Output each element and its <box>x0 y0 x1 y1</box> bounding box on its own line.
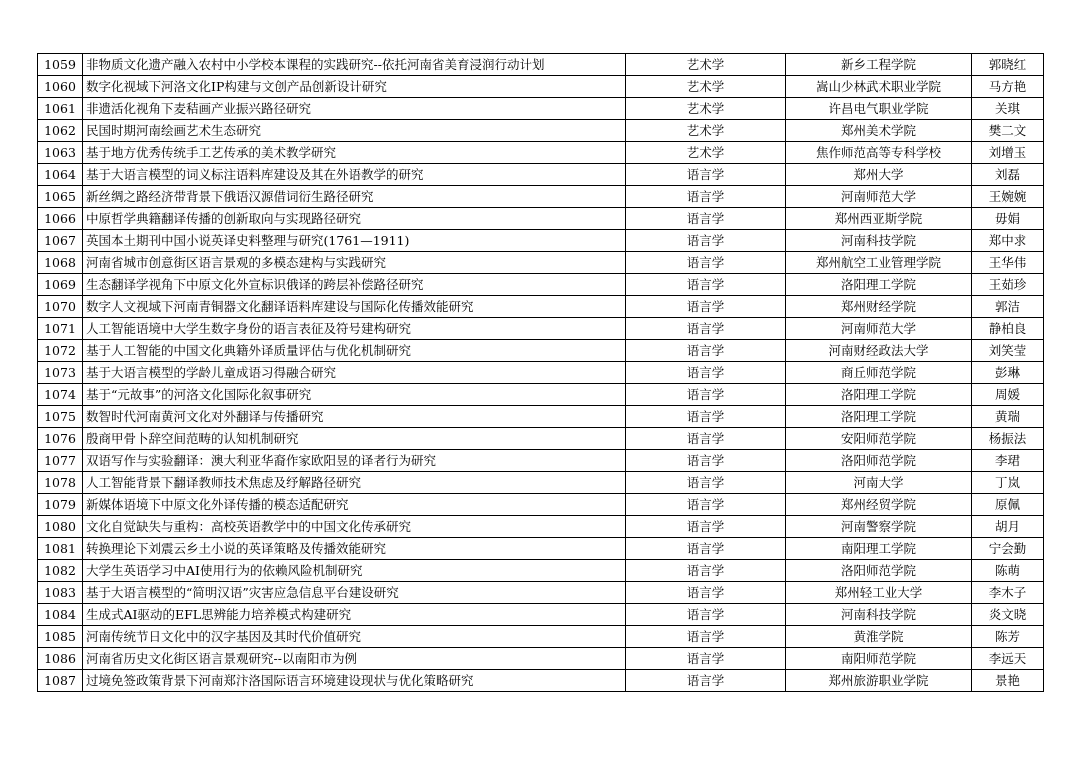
project-number-cell: 1076 <box>38 428 83 450</box>
table-row <box>38 450 1044 472</box>
institution-cell: 洛阳师范学院 <box>786 450 972 472</box>
discipline-cell: 语言学 <box>626 450 786 472</box>
discipline-cell: 语言学 <box>626 472 786 494</box>
project-title-cell: 民国时期河南绘画艺术生态研究 <box>83 120 626 142</box>
principal-investigator-cell: 刘增玉 <box>972 142 1044 164</box>
table-row <box>38 362 1044 384</box>
discipline-cell: 语言学 <box>626 208 786 230</box>
table-row <box>38 428 1044 450</box>
principal-investigator-cell: 杨振法 <box>972 428 1044 450</box>
project-number-cell: 1082 <box>38 560 83 582</box>
principal-investigator-cell: 彭琳 <box>972 362 1044 384</box>
institution-cell: 黄淮学院 <box>786 626 972 648</box>
project-number-cell: 1069 <box>38 274 83 296</box>
discipline-cell: 语言学 <box>626 494 786 516</box>
principal-investigator-cell: 樊二文 <box>972 120 1044 142</box>
table-row <box>38 318 1044 340</box>
institution-cell: 洛阳理工学院 <box>786 406 972 428</box>
discipline-cell: 语言学 <box>626 252 786 274</box>
principal-investigator-cell: 丁岚 <box>972 472 1044 494</box>
project-number-cell: 1079 <box>38 494 83 516</box>
discipline-cell: 语言学 <box>626 340 786 362</box>
project-number-cell: 1077 <box>38 450 83 472</box>
principal-investigator-cell: 郭洁 <box>972 296 1044 318</box>
project-title-cell: 基于大语言模型的“简明汉语”灾害应急信息平台建设研究 <box>83 582 626 604</box>
project-number-cell: 1071 <box>38 318 83 340</box>
table-row <box>38 582 1044 604</box>
project-number-cell: 1081 <box>38 538 83 560</box>
discipline-cell: 语言学 <box>626 560 786 582</box>
principal-investigator-cell: 毋娟 <box>972 208 1044 230</box>
project-title-cell: 非物质文化遗产融入农村中小学校本课程的实践研究--依托河南省美育浸润行动计划 <box>83 54 626 76</box>
project-title-cell: 文化自觉缺失与重构：高校英语教学中的中国文化传承研究 <box>83 516 626 538</box>
table-row <box>38 340 1044 362</box>
discipline-cell: 语言学 <box>626 186 786 208</box>
discipline-cell: 语言学 <box>626 274 786 296</box>
institution-cell: 郑州经贸学院 <box>786 494 972 516</box>
table-row <box>38 274 1044 296</box>
project-number-cell: 1084 <box>38 604 83 626</box>
principal-investigator-cell: 马方艳 <box>972 76 1044 98</box>
institution-cell: 郑州大学 <box>786 164 972 186</box>
principal-investigator-cell: 胡月 <box>972 516 1044 538</box>
discipline-cell: 语言学 <box>626 648 786 670</box>
institution-cell: 洛阳理工学院 <box>786 384 972 406</box>
project-title-cell: 基于大语言模型的学龄儿童成语习得融合研究 <box>83 362 626 384</box>
discipline-cell: 语言学 <box>626 230 786 252</box>
project-number-cell: 1065 <box>38 186 83 208</box>
principal-investigator-cell: 景艳 <box>972 670 1044 692</box>
principal-investigator-cell: 黄瑞 <box>972 406 1044 428</box>
institution-cell: 河南师范大学 <box>786 186 972 208</box>
institution-cell: 河南师范大学 <box>786 318 972 340</box>
institution-cell: 郑州西亚斯学院 <box>786 208 972 230</box>
discipline-cell: 艺术学 <box>626 98 786 120</box>
table-row <box>38 626 1044 648</box>
institution-cell: 河南科技学院 <box>786 230 972 252</box>
project-number-cell: 1064 <box>38 164 83 186</box>
discipline-cell: 语言学 <box>626 428 786 450</box>
institution-cell: 河南警察学院 <box>786 516 972 538</box>
project-title-cell: 生成式AI驱动的EFL思辨能力培养模式构建研究 <box>83 604 626 626</box>
project-number-cell: 1070 <box>38 296 83 318</box>
institution-cell: 河南科技学院 <box>786 604 972 626</box>
project-title-cell: 数智时代河南黄河文化对外翻译与传播研究 <box>83 406 626 428</box>
table-row <box>38 648 1044 670</box>
institution-cell: 郑州美术学院 <box>786 120 972 142</box>
table-row <box>38 164 1044 186</box>
project-number-cell: 1078 <box>38 472 83 494</box>
discipline-cell: 艺术学 <box>626 54 786 76</box>
project-title-cell: 河南传统节日文化中的汉字基因及其时代价值研究 <box>83 626 626 648</box>
table-row <box>38 120 1044 142</box>
principal-investigator-cell: 刘笑莹 <box>972 340 1044 362</box>
principal-investigator-cell: 李远天 <box>972 648 1044 670</box>
project-number-cell: 1060 <box>38 76 83 98</box>
institution-cell: 郑州旅游职业学院 <box>786 670 972 692</box>
table-row <box>38 516 1044 538</box>
project-title-cell: 中原哲学典籍翻译传播的创新取向与实现路径研究 <box>83 208 626 230</box>
table-row <box>38 76 1044 98</box>
project-title-cell: 基于大语言模型的词义标注语料库建设及其在外语教学的研究 <box>83 164 626 186</box>
table-row <box>38 208 1044 230</box>
project-number-cell: 1083 <box>38 582 83 604</box>
principal-investigator-cell: 陈萌 <box>972 560 1044 582</box>
project-number-cell: 1073 <box>38 362 83 384</box>
principal-investigator-cell: 王华伟 <box>972 252 1044 274</box>
discipline-cell: 语言学 <box>626 362 786 384</box>
project-title-cell: 人工智能语境中大学生数字身份的语言表征及符号建构研究 <box>83 318 626 340</box>
project-number-cell: 1075 <box>38 406 83 428</box>
project-title-cell: 英国本土期刊中国小说英译史料整理与研究(1761—1911) <box>83 230 626 252</box>
discipline-cell: 语言学 <box>626 384 786 406</box>
table-row <box>38 670 1044 692</box>
institution-cell: 南阳理工学院 <box>786 538 972 560</box>
project-title-cell: 非遗活化视角下麦秸画产业振兴路径研究 <box>83 98 626 120</box>
discipline-cell: 语言学 <box>626 164 786 186</box>
project-number-cell: 1085 <box>38 626 83 648</box>
principal-investigator-cell: 刘磊 <box>972 164 1044 186</box>
project-number-cell: 1086 <box>38 648 83 670</box>
project-title-cell: 转换理论下刘震云乡土小说的英译策略及传播效能研究 <box>83 538 626 560</box>
institution-cell: 焦作师范高等专科学校 <box>786 142 972 164</box>
principal-investigator-cell: 王婉婉 <box>972 186 1044 208</box>
discipline-cell: 语言学 <box>626 406 786 428</box>
institution-cell: 河南财经政法大学 <box>786 340 972 362</box>
discipline-cell: 语言学 <box>626 604 786 626</box>
principal-investigator-cell: 李木子 <box>972 582 1044 604</box>
principal-investigator-cell: 李珺 <box>972 450 1044 472</box>
project-number-cell: 1068 <box>38 252 83 274</box>
principal-investigator-cell: 郭晓红 <box>972 54 1044 76</box>
institution-cell: 安阳师范学院 <box>786 428 972 450</box>
principal-investigator-cell: 炎文晓 <box>972 604 1044 626</box>
principal-investigator-cell: 宁会勤 <box>972 538 1044 560</box>
discipline-cell: 艺术学 <box>626 76 786 98</box>
project-number-cell: 1061 <box>38 98 83 120</box>
discipline-cell: 艺术学 <box>626 120 786 142</box>
discipline-cell: 语言学 <box>626 538 786 560</box>
table-row <box>38 472 1044 494</box>
project-title-cell: 新丝绸之路经济带背景下俄语汉源借词衍生路径研究 <box>83 186 626 208</box>
table-row <box>38 604 1044 626</box>
institution-cell: 郑州轻工业大学 <box>786 582 972 604</box>
project-number-cell: 1063 <box>38 142 83 164</box>
project-title-cell: 数字化视域下河洛文化IP构建与文创产品创新设计研究 <box>83 76 626 98</box>
project-title-cell: 过境免签政策背景下河南郑汴洛国际语言环境建设现状与优化策略研究 <box>83 670 626 692</box>
project-title-cell: 基于人工智能的中国文化典籍外译质量评估与优化机制研究 <box>83 340 626 362</box>
institution-cell: 商丘师范学院 <box>786 362 972 384</box>
table-row <box>38 142 1044 164</box>
project-title-cell: 基于“元故事”的河洛文化国际化叙事研究 <box>83 384 626 406</box>
institution-cell: 许昌电气职业学院 <box>786 98 972 120</box>
discipline-cell: 语言学 <box>626 670 786 692</box>
project-number-cell: 1080 <box>38 516 83 538</box>
institution-cell: 洛阳师范学院 <box>786 560 972 582</box>
principal-investigator-cell: 王茹珍 <box>972 274 1044 296</box>
table-row <box>38 252 1044 274</box>
table-row <box>38 296 1044 318</box>
project-title-cell: 人工智能背景下翻译教师技术焦虑及纾解路径研究 <box>83 472 626 494</box>
table-row <box>38 494 1044 516</box>
institution-cell: 新乡工程学院 <box>786 54 972 76</box>
discipline-cell: 艺术学 <box>626 142 786 164</box>
discipline-cell: 语言学 <box>626 582 786 604</box>
principal-investigator-cell: 原佩 <box>972 494 1044 516</box>
institution-cell: 郑州航空工业管理学院 <box>786 252 972 274</box>
project-title-cell: 河南省城市创意街区语言景观的多模态建构与实践研究 <box>83 252 626 274</box>
table-row <box>38 538 1044 560</box>
discipline-cell: 语言学 <box>626 318 786 340</box>
discipline-cell: 语言学 <box>626 296 786 318</box>
table-row <box>38 560 1044 582</box>
table-row <box>38 54 1044 76</box>
principal-investigator-cell: 周媛 <box>972 384 1044 406</box>
project-title-cell: 数字人文视域下河南青铜器文化翻译语料库建设与国际化传播效能研究 <box>83 296 626 318</box>
principal-investigator-cell: 陈芳 <box>972 626 1044 648</box>
table-row <box>38 230 1044 252</box>
project-number-cell: 1072 <box>38 340 83 362</box>
project-number-cell: 1066 <box>38 208 83 230</box>
project-title-cell: 河南省历史文化街区语言景观研究--以南阳市为例 <box>83 648 626 670</box>
table-row <box>38 186 1044 208</box>
institution-cell: 郑州财经学院 <box>786 296 972 318</box>
project-number-cell: 1074 <box>38 384 83 406</box>
project-title-cell: 双语写作与实验翻译：澳大利亚华裔作家欧阳昱的译者行为研究 <box>83 450 626 472</box>
institution-cell: 南阳师范学院 <box>786 648 972 670</box>
project-number-cell: 1062 <box>38 120 83 142</box>
principal-investigator-cell: 静柏良 <box>972 318 1044 340</box>
table-row <box>38 384 1044 406</box>
project-number-cell: 1087 <box>38 670 83 692</box>
principal-investigator-cell: 郑中求 <box>972 230 1044 252</box>
project-number-cell: 1059 <box>38 54 83 76</box>
project-title-cell: 基于地方优秀传统手工艺传承的美术教学研究 <box>83 142 626 164</box>
discipline-cell: 语言学 <box>626 626 786 648</box>
project-number-cell: 1067 <box>38 230 83 252</box>
institution-cell: 河南大学 <box>786 472 972 494</box>
project-title-cell: 生态翻译学视角下中原文化外宣标识俄译的跨层补偿路径研究 <box>83 274 626 296</box>
principal-investigator-cell: 关琪 <box>972 98 1044 120</box>
table-row <box>38 98 1044 120</box>
institution-cell: 嵩山少林武术职业学院 <box>786 76 972 98</box>
discipline-cell: 语言学 <box>626 516 786 538</box>
project-title-cell: 大学生英语学习中AI使用行为的依赖风险机制研究 <box>83 560 626 582</box>
project-title-cell: 新媒体语境下中原文化外译传播的模态适配研究 <box>83 494 626 516</box>
project-title-cell: 殷商甲骨卜辞空间范畴的认知机制研究 <box>83 428 626 450</box>
project-table-body <box>38 54 1044 692</box>
institution-cell: 洛阳理工学院 <box>786 274 972 296</box>
project-table <box>37 53 1044 692</box>
table-row <box>38 406 1044 428</box>
